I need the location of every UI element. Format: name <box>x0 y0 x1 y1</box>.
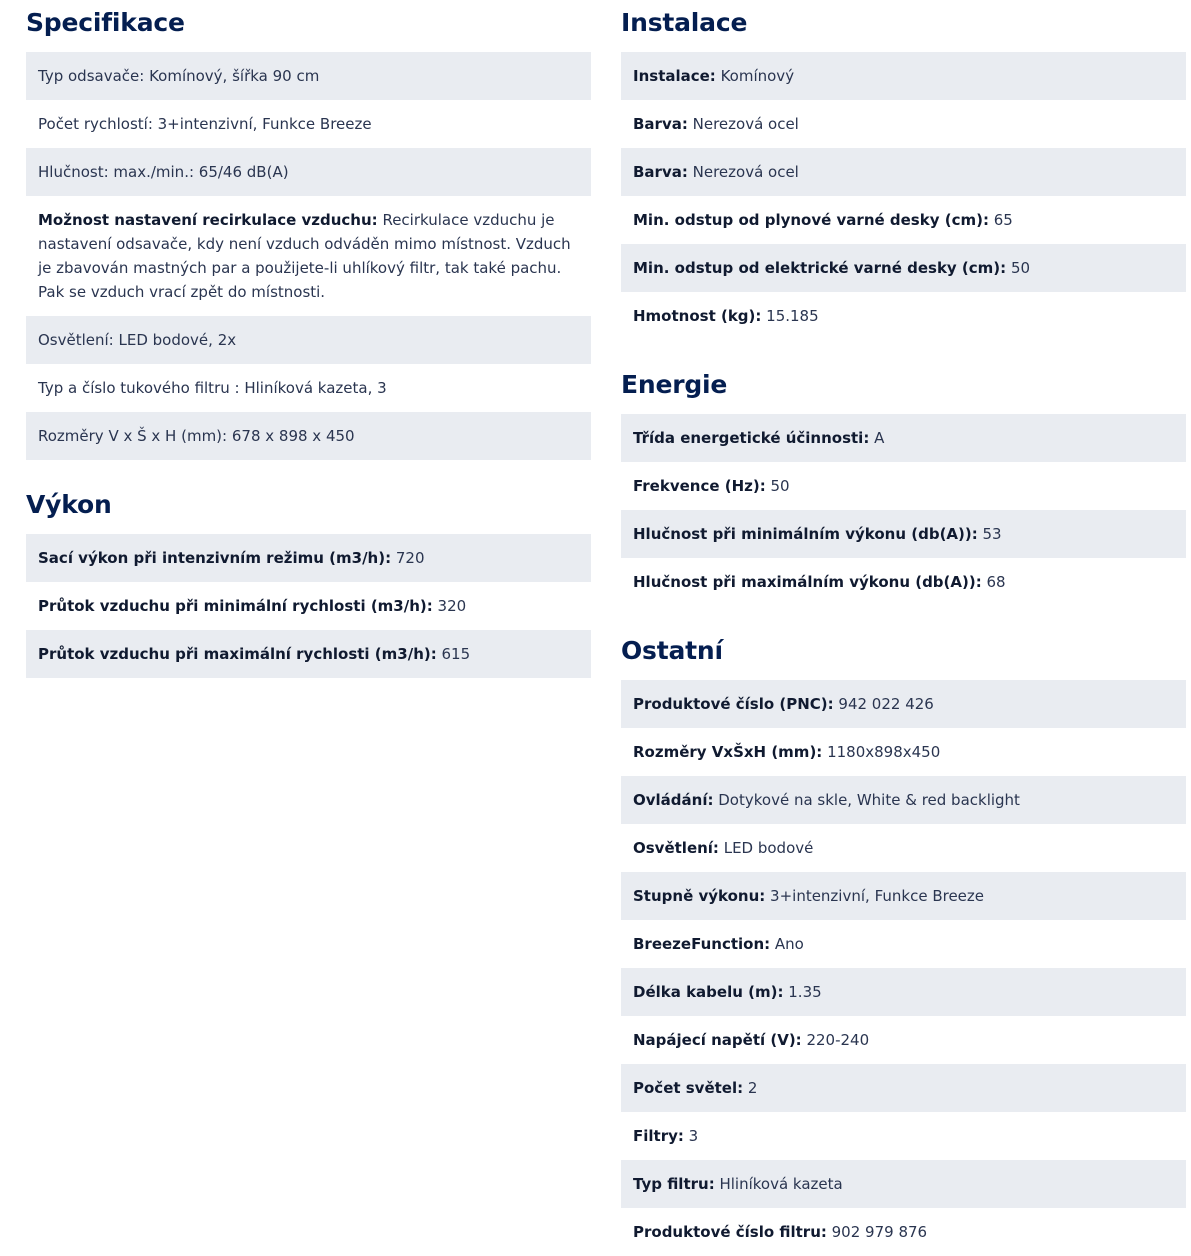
spec-row <box>621 244 1186 292</box>
spec-value: Počet rychlostí: 3+intenzivní, Funkce Breeze <box>38 115 372 133</box>
spec-value: 615 <box>436 645 471 663</box>
spec-row <box>26 100 591 148</box>
spec-value: Hlučnost: max./min.: 65/46 dB(A) <box>38 163 289 181</box>
section-energie <box>621 362 1186 606</box>
spec-value: 3+intenzivní, Funkce Breeze <box>765 887 985 905</box>
spec-row <box>621 824 1186 872</box>
spec-label: Barva: <box>633 163 688 181</box>
spec-value: Ano <box>770 935 804 953</box>
spec-label: BreezeFunction: <box>633 935 771 953</box>
spec-value: 50 <box>1006 259 1031 277</box>
spec-value: 1180x898x450 <box>822 743 941 761</box>
section-instalace <box>621 0 1186 340</box>
spec-label: Hlučnost při maximálním výkonu (db(A)): <box>633 573 982 591</box>
section-title-instalace: Instalace <box>621 8 748 37</box>
spec-row <box>26 364 591 412</box>
spec-row <box>621 1064 1186 1112</box>
spec-row <box>621 872 1186 920</box>
spec-row <box>621 1208 1186 1256</box>
spec-row <box>621 968 1186 1016</box>
spec-row <box>621 1160 1186 1208</box>
section-title-energie: Energie <box>621 370 728 399</box>
spec-label: Průtok vzduchu při maximální rychlosti (m3/h): <box>38 645 437 663</box>
spec-value: LED bodové <box>718 839 814 857</box>
spec-value: Komínový <box>715 67 795 85</box>
spec-value: 942 022 426 <box>833 695 934 713</box>
section-title-ostatni: Ostatní <box>621 636 723 665</box>
spec-row <box>621 52 1186 100</box>
spec-label: Hlučnost při minimálním výkonu (db(A)): <box>633 525 978 543</box>
spec-row <box>621 196 1186 244</box>
spec-list-vykon <box>26 534 591 678</box>
spec-list-energie <box>621 414 1186 606</box>
spec-label: Hmotnost (kg): <box>633 307 762 325</box>
spec-value: Osvětlení: LED bodové, 2x <box>38 331 237 349</box>
spec-row <box>621 1112 1186 1160</box>
spec-row <box>26 52 591 100</box>
left-column <box>26 0 591 678</box>
section-title-specifikace: Specifikace <box>26 8 185 37</box>
spec-label: Rozměry VxŠxH (mm): <box>633 743 823 761</box>
spec-value: 3 <box>683 1127 699 1145</box>
spec-value: Rozměry V x Š x H (mm): 678 x 898 x 450 <box>38 427 355 445</box>
spec-label: Barva: <box>633 115 688 133</box>
spec-row <box>26 412 591 460</box>
spec-label: Průtok vzduchu při minimální rychlosti (m3/h): <box>38 597 433 615</box>
spec-row <box>26 316 591 364</box>
spec-value: 68 <box>981 573 1006 591</box>
spec-label: Produktové číslo (PNC): <box>633 695 834 713</box>
spec-row <box>26 534 591 582</box>
spec-label: Napájecí napětí (V): <box>633 1031 802 1049</box>
spec-label: Počet světel: <box>633 1079 744 1097</box>
right-column <box>621 0 1186 1256</box>
section-vykon <box>26 482 591 678</box>
spec-row <box>621 558 1186 606</box>
spec-row <box>621 776 1186 824</box>
spec-row <box>621 1016 1186 1064</box>
spec-row <box>26 630 591 678</box>
spec-value: Nerezová ocel <box>687 115 799 133</box>
spec-label: Typ filtru: <box>633 1175 715 1193</box>
spec-value: Nerezová ocel <box>687 163 799 181</box>
spec-value: Typ a číslo tukového filtru : Hliníková kazeta, 3 <box>38 379 387 397</box>
spec-label: Osvětlení: <box>633 839 719 857</box>
spec-value: Hliníková kazeta <box>714 1175 843 1193</box>
spec-row <box>621 414 1186 462</box>
section-specifikace <box>26 0 591 460</box>
spec-row <box>26 582 591 630</box>
spec-row <box>26 196 591 316</box>
spec-label: Ovládání: <box>633 791 714 809</box>
spec-value: 50 <box>765 477 790 495</box>
section-ostatni <box>621 628 1186 1256</box>
spec-value: 65 <box>988 211 1013 229</box>
spec-value: Recirkulace vzduchu je nastavení odsavače, kdy není vzduch odváděn mimo místnost. Vzduch je zbavován mastných par a použijete-li uhlíkový filtr, tak také pachu. Pak se vzduch vrací zpět do místnosti. <box>38 211 571 301</box>
spec-row <box>621 100 1186 148</box>
spec-value: 53 <box>977 525 1002 543</box>
spec-list-specifikace <box>26 52 591 460</box>
spec-label: Možnost nastavení recirkulace vzduchu: <box>38 211 378 229</box>
spec-list-ostatni <box>621 680 1186 1256</box>
spec-label: Min. odstup od elektrické varné desky (cm): <box>633 259 1007 277</box>
spec-value: Dotykové na skle, White & red backlight <box>713 791 1020 809</box>
spec-label: Třída energetické účinnosti: <box>633 429 870 447</box>
spec-label: Filtry: <box>633 1127 684 1145</box>
spec-row <box>621 680 1186 728</box>
spec-value: A <box>869 429 885 447</box>
spec-row <box>621 510 1186 558</box>
spec-label: Instalace: <box>633 67 716 85</box>
spec-value: 15.185 <box>761 307 819 325</box>
spec-row <box>621 462 1186 510</box>
section-title-vykon: Výkon <box>26 490 112 519</box>
spec-label: Frekvence (Hz): <box>633 477 766 495</box>
spec-value: 2 <box>743 1079 758 1097</box>
spec-label: Délka kabelu (m): <box>633 983 784 1001</box>
spec-label: Produktové číslo filtru: <box>633 1223 827 1241</box>
spec-list-instalace <box>621 52 1186 340</box>
spec-value: 720 <box>391 549 425 567</box>
spec-value: 1.35 <box>783 983 822 1001</box>
spec-value: 220-240 <box>801 1031 870 1049</box>
spec-row <box>621 292 1186 340</box>
spec-value: 320 <box>432 597 467 615</box>
spec-label: Stupně výkonu: <box>633 887 766 905</box>
spec-label: Min. odstup od plynové varné desky (cm): <box>633 211 989 229</box>
spec-row <box>621 920 1186 968</box>
spec-row <box>26 148 591 196</box>
spec-row <box>621 148 1186 196</box>
spec-label: Sací výkon při intenzivním režimu (m3/h): <box>38 549 392 567</box>
spec-value: 902 979 876 <box>826 1223 928 1241</box>
spec-row <box>621 728 1186 776</box>
spec-value: Typ odsavače: Komínový, šířka 90 cm <box>38 67 320 85</box>
